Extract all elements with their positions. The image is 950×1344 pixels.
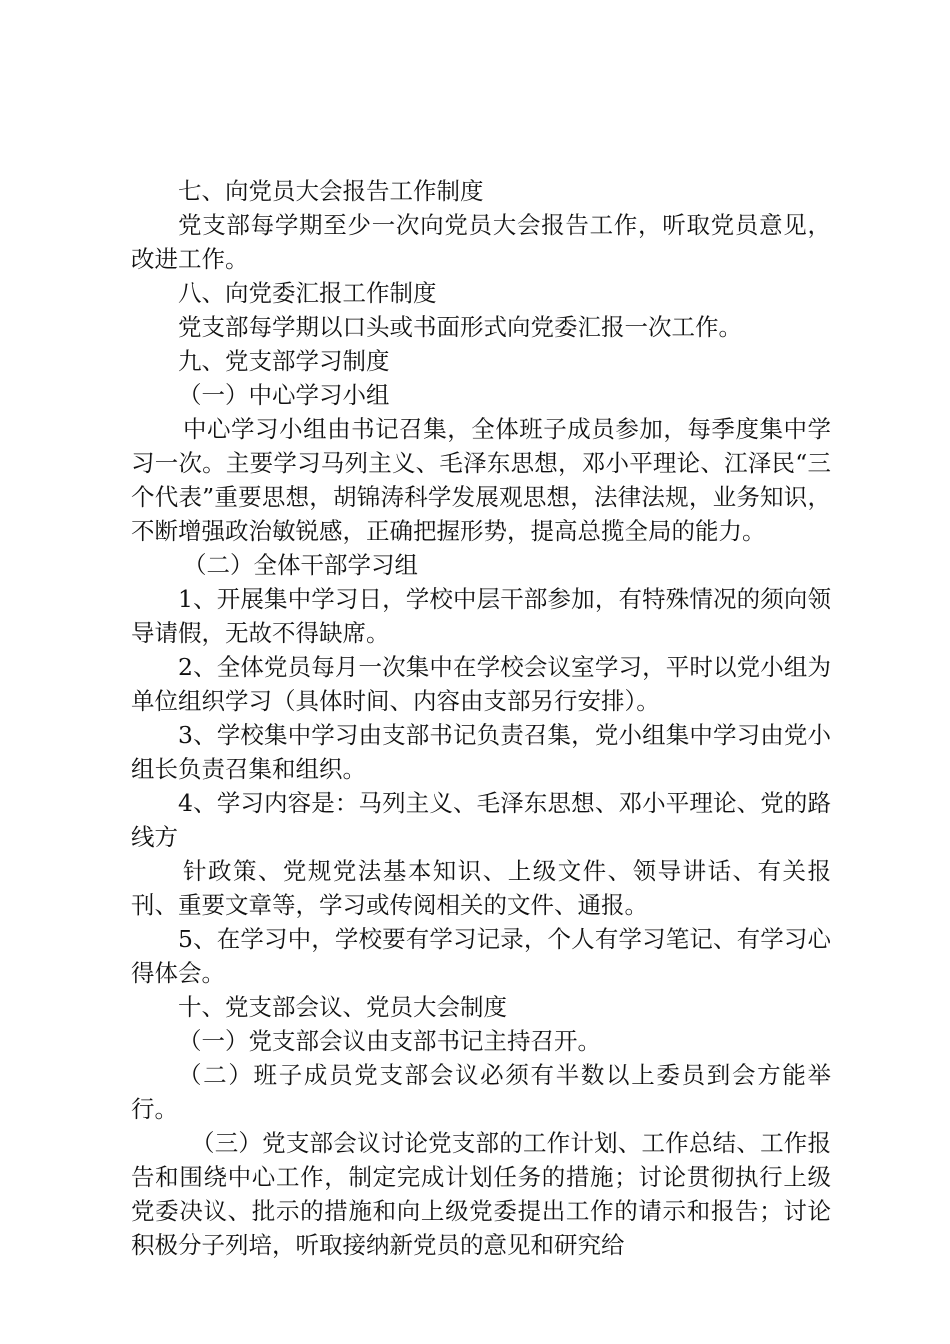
subheading-all-cadres-study-group: （二）全体干部学习组 xyxy=(183,551,418,579)
section-heading-ten: 十、党支部会议、党员大会制度 xyxy=(178,993,507,1021)
list-item-study-4: 4、学习内容是：马列主义、毛泽东思想、邓小平理论、党的路线方 xyxy=(131,789,831,851)
paragraph-report-to-members: 党支部每学期至少一次向党员大会报告工作，听取党员意见，改进工作。 xyxy=(131,211,831,273)
paragraph-central-study-group: 中心学习小组由书记召集，全体班子成员参加，每季度集中学习一次。主要学习马列主义、毛泽东思想，邓小平理论、江泽民“三个代表”重要思想，胡锦涛科学发展观思想，法律法规，业务知识，不断增强政治敏锐感，正确把握形势，提高总揽全局的能力。 xyxy=(131,415,831,545)
paragraph-meeting-3: （三）党支部会议讨论党支部的工作计划、工作总结、工作报告和围绕中心工作，制定完成计划任务的措施；讨论贯彻执行上级党委决议、批示的措施和向上级党委提出工作的请示和报告；讨论积极分子列培，听取接纳新党员的意见和研究给 xyxy=(131,1129,831,1259)
section-heading-eight: 八、向党委汇报工作制度 xyxy=(178,279,437,307)
section-heading-seven: 七、向党员大会报告工作制度 xyxy=(178,177,484,205)
list-item-study-3: 3、学校集中学习由支部书记负责召集，党小组集中学习由党小组长负责召集和组织。 xyxy=(131,721,831,783)
paragraph-report-to-committee: 党支部每学期以口头或书面形式向党委汇报一次工作。 xyxy=(178,313,742,341)
list-item-study-5: 5、在学习中，学校要有学习记录，个人有学习笔记、有学习心得体会。 xyxy=(131,925,831,987)
subheading-central-study-group: （一）中心学习小组 xyxy=(178,381,390,409)
document-body xyxy=(131,174,831,1262)
paragraph-meeting-1: （一）党支部会议由支部书记主持召开。 xyxy=(178,1027,601,1055)
list-item-study-1: 1、开展集中学习日，学校中层干部参加，有特殊情况的须向领导请假，无故不得缺席。 xyxy=(131,585,831,647)
list-item-study-2: 2、全体党员每月一次集中在学校会议室学习，平时以党小组为单位组织学习（具体时间、内容由支部另行安排）。 xyxy=(131,653,831,715)
section-heading-nine: 九、党支部学习制度 xyxy=(178,347,390,375)
paragraph-meeting-2: （二）班子成员党支部会议必须有半数以上委员到会方能举行。 xyxy=(131,1061,831,1123)
paragraph-study-4-continued: 针政策、党规党法基本知识、上级文件、领导讲话、有关报刊、重要文章等，学习或传阅相关的文件、通报。 xyxy=(131,857,831,919)
